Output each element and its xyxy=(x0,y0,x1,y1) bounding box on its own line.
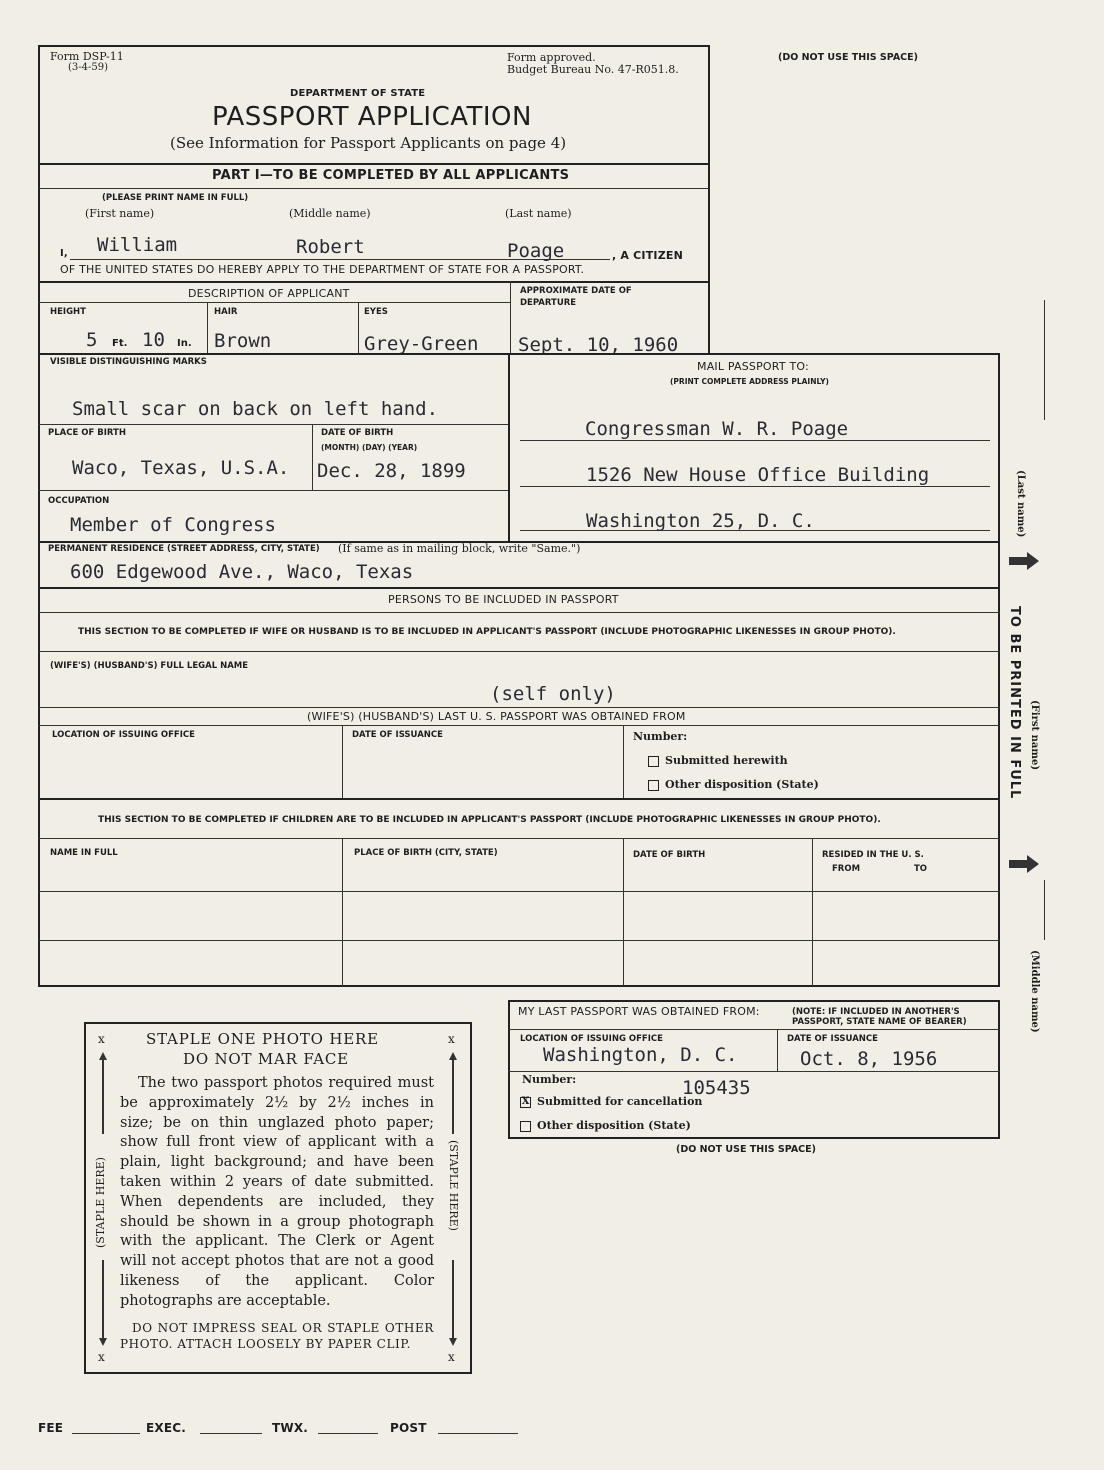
submitted-cancellation[interactable] xyxy=(520,1095,702,1108)
form-approved: Form approved. xyxy=(507,51,596,64)
rule xyxy=(38,424,510,425)
arrow-right-icon xyxy=(1007,854,1041,878)
col-from: FROM xyxy=(832,864,861,874)
spouse-submitted[interactable] xyxy=(648,754,788,767)
upper-right-border xyxy=(708,163,710,355)
rule xyxy=(207,302,208,354)
side-middle-name: (Middle name) xyxy=(1029,950,1040,1033)
dob-sub-label: (MONTH) (DAY) (YEAR) xyxy=(321,443,418,452)
checkbox-icon[interactable] xyxy=(648,756,659,767)
fee-label: FEE xyxy=(38,1421,64,1435)
mail-line-1[interactable]: Congressman W. R. Poage xyxy=(585,418,849,440)
occupation-label: OCCUPATION xyxy=(48,496,110,506)
spouse-other-label: Other disposition (State) xyxy=(665,778,819,791)
rule xyxy=(38,281,710,283)
hair-label: HAIR xyxy=(214,307,238,317)
fee-line xyxy=(72,1433,140,1434)
citizen-text: , A CITIZEN xyxy=(612,249,684,262)
ft-label: Ft. xyxy=(112,338,128,349)
post-line xyxy=(438,1433,518,1434)
spouse-submitted-label: Submitted herewith xyxy=(665,754,788,767)
col-name: NAME IN FULL xyxy=(50,848,118,858)
submitted-cancellation-label: Submitted for cancellation xyxy=(537,1095,703,1108)
dob-label: DATE OF BIRTH xyxy=(321,428,394,438)
other-disposition-label: Other disposition (State) xyxy=(537,1119,691,1132)
pob-label: PLACE OF BIRTH xyxy=(48,428,126,438)
subtitle: (See Information for Passport Applicants on page 4) xyxy=(170,134,567,152)
part1-heading: PART I—TO BE COMPLETED BY ALL APPLICANTS xyxy=(212,168,570,183)
checked-checkbox-icon[interactable]: X xyxy=(521,1095,530,1107)
mail-line-2[interactable]: 1526 New House Office Building xyxy=(586,464,930,486)
rule xyxy=(38,798,1000,800)
height-inches[interactable]: 10 xyxy=(142,329,165,351)
rule xyxy=(358,302,359,354)
twx-label: TWX. xyxy=(272,1421,309,1435)
height-label: HEIGHT xyxy=(50,307,86,317)
first-name-label: (First name) xyxy=(85,207,155,220)
rule xyxy=(623,725,624,798)
marks-value[interactable]: Small scar on back on left hand. xyxy=(72,398,439,420)
arrow-up-icon xyxy=(448,1050,458,1140)
residence-value[interactable]: 600 Edgewood Ave., Waco, Texas xyxy=(70,561,414,583)
rule xyxy=(38,353,1000,355)
spouse-office-label: LOCATION OF ISSUING OFFICE xyxy=(52,730,195,740)
left-border xyxy=(38,163,40,987)
guide-line xyxy=(1044,880,1045,940)
residence-note: (If same as in mailing block, write "Same.") xyxy=(338,542,581,555)
photo-x-tr: x xyxy=(448,1032,455,1046)
form-date: (3-4-59) xyxy=(68,62,109,73)
side-printed: TO BE PRINTED IN FULL xyxy=(1007,606,1022,800)
arrow-right-icon xyxy=(1007,551,1041,575)
rule xyxy=(342,838,343,986)
page-title: PASSPORT APPLICATION xyxy=(212,102,532,132)
rule xyxy=(508,1071,1000,1072)
last-number-label: Number: xyxy=(522,1073,577,1086)
post-label: POST xyxy=(390,1421,427,1435)
hair-value[interactable]: Brown xyxy=(214,330,272,352)
photo-footer: DO NOT IMPRESS SEAL OR STAPLE OTHER PHOTO. ATTACH LOOSELY BY PAPER CLIP. xyxy=(120,1321,434,1351)
spouse-name-label: (WIFE'S) (HUSBAND'S) FULL LEGAL NAME xyxy=(50,661,249,671)
last-passport-note: (NOTE: IF INCLUDED IN ANOTHER'S PASSPORT, STATE NAME OF BEARER) xyxy=(792,1007,967,1027)
twx-line xyxy=(318,1433,378,1434)
arrow-down-icon xyxy=(98,1258,108,1352)
arrow-down-icon xyxy=(448,1258,458,1352)
rule xyxy=(777,1029,778,1071)
rule xyxy=(508,353,510,542)
departure-value[interactable]: Sept. 10, 1960 xyxy=(518,334,679,356)
last-number-value[interactable]: 105435 xyxy=(682,1077,751,1099)
rule xyxy=(510,281,511,354)
declaration: OF THE UNITED STATES DO HEREBY APPLY TO THE DEPARTMENT OF STATE FOR A PASSPORT. xyxy=(60,263,585,276)
checkbox-icon[interactable] xyxy=(520,1121,531,1132)
middle-name-label: (Middle name) xyxy=(289,207,371,220)
i-prefix: I, xyxy=(60,248,68,259)
rule xyxy=(38,612,1000,613)
col-date: DATE OF BIRTH xyxy=(633,850,706,860)
rule xyxy=(38,651,1000,652)
side-last-name: (Last name) xyxy=(1015,470,1026,538)
rule xyxy=(38,838,1000,839)
middle-name[interactable]: Robert xyxy=(296,236,365,258)
rule xyxy=(38,490,510,491)
photo-title-2: DO NOT MAR FACE xyxy=(183,1050,349,1068)
col-to: TO xyxy=(914,864,928,874)
do-not-use-top: (DO NOT USE THIS SPACE) xyxy=(778,52,918,63)
rule xyxy=(38,587,1000,589)
photo-instructions: The two passport photos required must be approximately 2½ by 2½ inches in size; be on thin unglazed photo paper; show full front view of applicant with a plain, light background; and have been taken within 2 years of date submitted. When dependents are included, they should be shown in a group photograph with the applicant. The Clerk or Agent will not accept photos that are not a good likeness of the applicant. Color photographs are acceptable. xyxy=(120,1075,434,1309)
exec-line xyxy=(200,1433,262,1434)
rule xyxy=(38,302,510,303)
description-heading: DESCRIPTION OF APPLICANT xyxy=(188,287,350,300)
photo-title-1: STAPLE ONE PHOTO HERE xyxy=(146,1030,379,1048)
persons-heading: PERSONS TO BE INCLUDED IN PASSPORT xyxy=(388,593,619,606)
spouse-passport-label: (WIFE'S) (HUSBAND'S) LAST U. S. PASSPORT WAS OBTAINED FROM xyxy=(307,710,686,723)
spouse-issuance-label: DATE OF ISSUANCE xyxy=(352,730,443,740)
last-office-value[interactable]: Washington, D. C. xyxy=(543,1044,738,1066)
rule xyxy=(312,424,313,490)
last-office-label: LOCATION OF ISSUING OFFICE xyxy=(520,1034,663,1044)
form-id: Form DSP-11 xyxy=(50,50,124,63)
rule xyxy=(38,707,1000,708)
budget-number: Budget Bureau No. 47-R051.8. xyxy=(507,63,679,76)
side-first-name: (First name) xyxy=(1029,700,1040,771)
marks-label: VISIBLE DISTINGUISHING MARKS xyxy=(50,357,207,367)
children-note: THIS SECTION TO BE COMPLETED IF CHILDREN ARE TO BE INCLUDED IN APPLICANT'S PASSPORT (INCLUDE PHOTOGRAPHIC LIKENESSES IN GROUP PHOTO). xyxy=(98,815,881,825)
in-label: In. xyxy=(177,338,192,349)
spouse-number-label: Number: xyxy=(633,730,688,743)
do-not-use-bottom: (DO NOT USE THIS SPACE) xyxy=(676,1144,816,1155)
photo-x-br: x xyxy=(448,1350,455,1364)
staple-here-right: (STAPLE HERE) xyxy=(447,1140,460,1231)
col-resided: RESIDED IN THE U. S. xyxy=(822,850,924,860)
last-passport-heading: MY LAST PASSPORT WAS OBTAINED FROM: xyxy=(518,1005,760,1018)
rule xyxy=(623,838,624,986)
pob-value[interactable]: Waco, Texas, U.S.A. xyxy=(72,457,290,479)
spouse-name-value[interactable]: (self only) xyxy=(490,683,616,705)
mail-heading: MAIL PASSPORT TO: xyxy=(697,360,809,373)
other-disposition[interactable] xyxy=(520,1119,691,1132)
dob-value[interactable]: Dec. 28, 1899 xyxy=(317,460,466,482)
mail-note: (PRINT COMPLETE ADDRESS PLAINLY) xyxy=(670,377,829,386)
spouse-note: THIS SECTION TO BE COMPLETED IF WIFE OR HUSBAND IS TO BE INCLUDED IN APPLICANT'S PASSPORT (INCLUDE PHOTOGRAPHIC LIKENESSES IN GROUP PHOTO). xyxy=(78,627,896,637)
arrow-up-icon xyxy=(98,1050,108,1140)
exec-label: EXEC. xyxy=(146,1421,187,1435)
last-issuance-label: DATE OF ISSUANCE xyxy=(787,1034,878,1044)
rule xyxy=(342,725,343,798)
bottom-border xyxy=(38,985,1000,987)
children-row xyxy=(38,940,1000,941)
eyes-value[interactable]: Grey-Green xyxy=(364,333,479,355)
height-feet[interactable]: 5 xyxy=(86,329,98,351)
rule xyxy=(508,1029,1000,1030)
rule xyxy=(812,838,813,986)
staple-here-left: (STAPLE HERE) xyxy=(94,1157,107,1248)
rule xyxy=(38,188,709,189)
last-name[interactable]: Poage xyxy=(507,240,565,262)
rule xyxy=(520,440,990,441)
first-name[interactable]: William xyxy=(97,234,178,256)
eyes-label: EYES xyxy=(364,307,388,317)
guide-line xyxy=(1044,300,1045,420)
residence-label: PERMANENT RESIDENCE (STREET ADDRESS, CITY, STATE) xyxy=(48,544,320,554)
col-place: PLACE OF BIRTH (CITY, STATE) xyxy=(354,848,498,858)
photo-x-bl: x xyxy=(98,1350,105,1364)
department: DEPARTMENT OF STATE xyxy=(290,88,426,99)
photo-x-tl: x xyxy=(98,1032,105,1046)
spouse-other[interactable] xyxy=(648,778,819,791)
occupation-value[interactable]: Member of Congress xyxy=(70,514,276,536)
departure-label: APPROXIMATE DATE OF DEPARTURE xyxy=(520,286,632,308)
last-issuance-value[interactable]: Oct. 8, 1956 xyxy=(800,1048,938,1070)
children-row xyxy=(38,891,1000,892)
rule xyxy=(38,725,1000,726)
print-note: (PLEASE PRINT NAME IN FULL) xyxy=(102,193,249,203)
rule xyxy=(520,486,990,487)
mail-line-3[interactable]: Washington 25, D. C. xyxy=(586,510,815,532)
last-name-label: (Last name) xyxy=(505,207,572,220)
checkbox-icon[interactable] xyxy=(648,780,659,791)
